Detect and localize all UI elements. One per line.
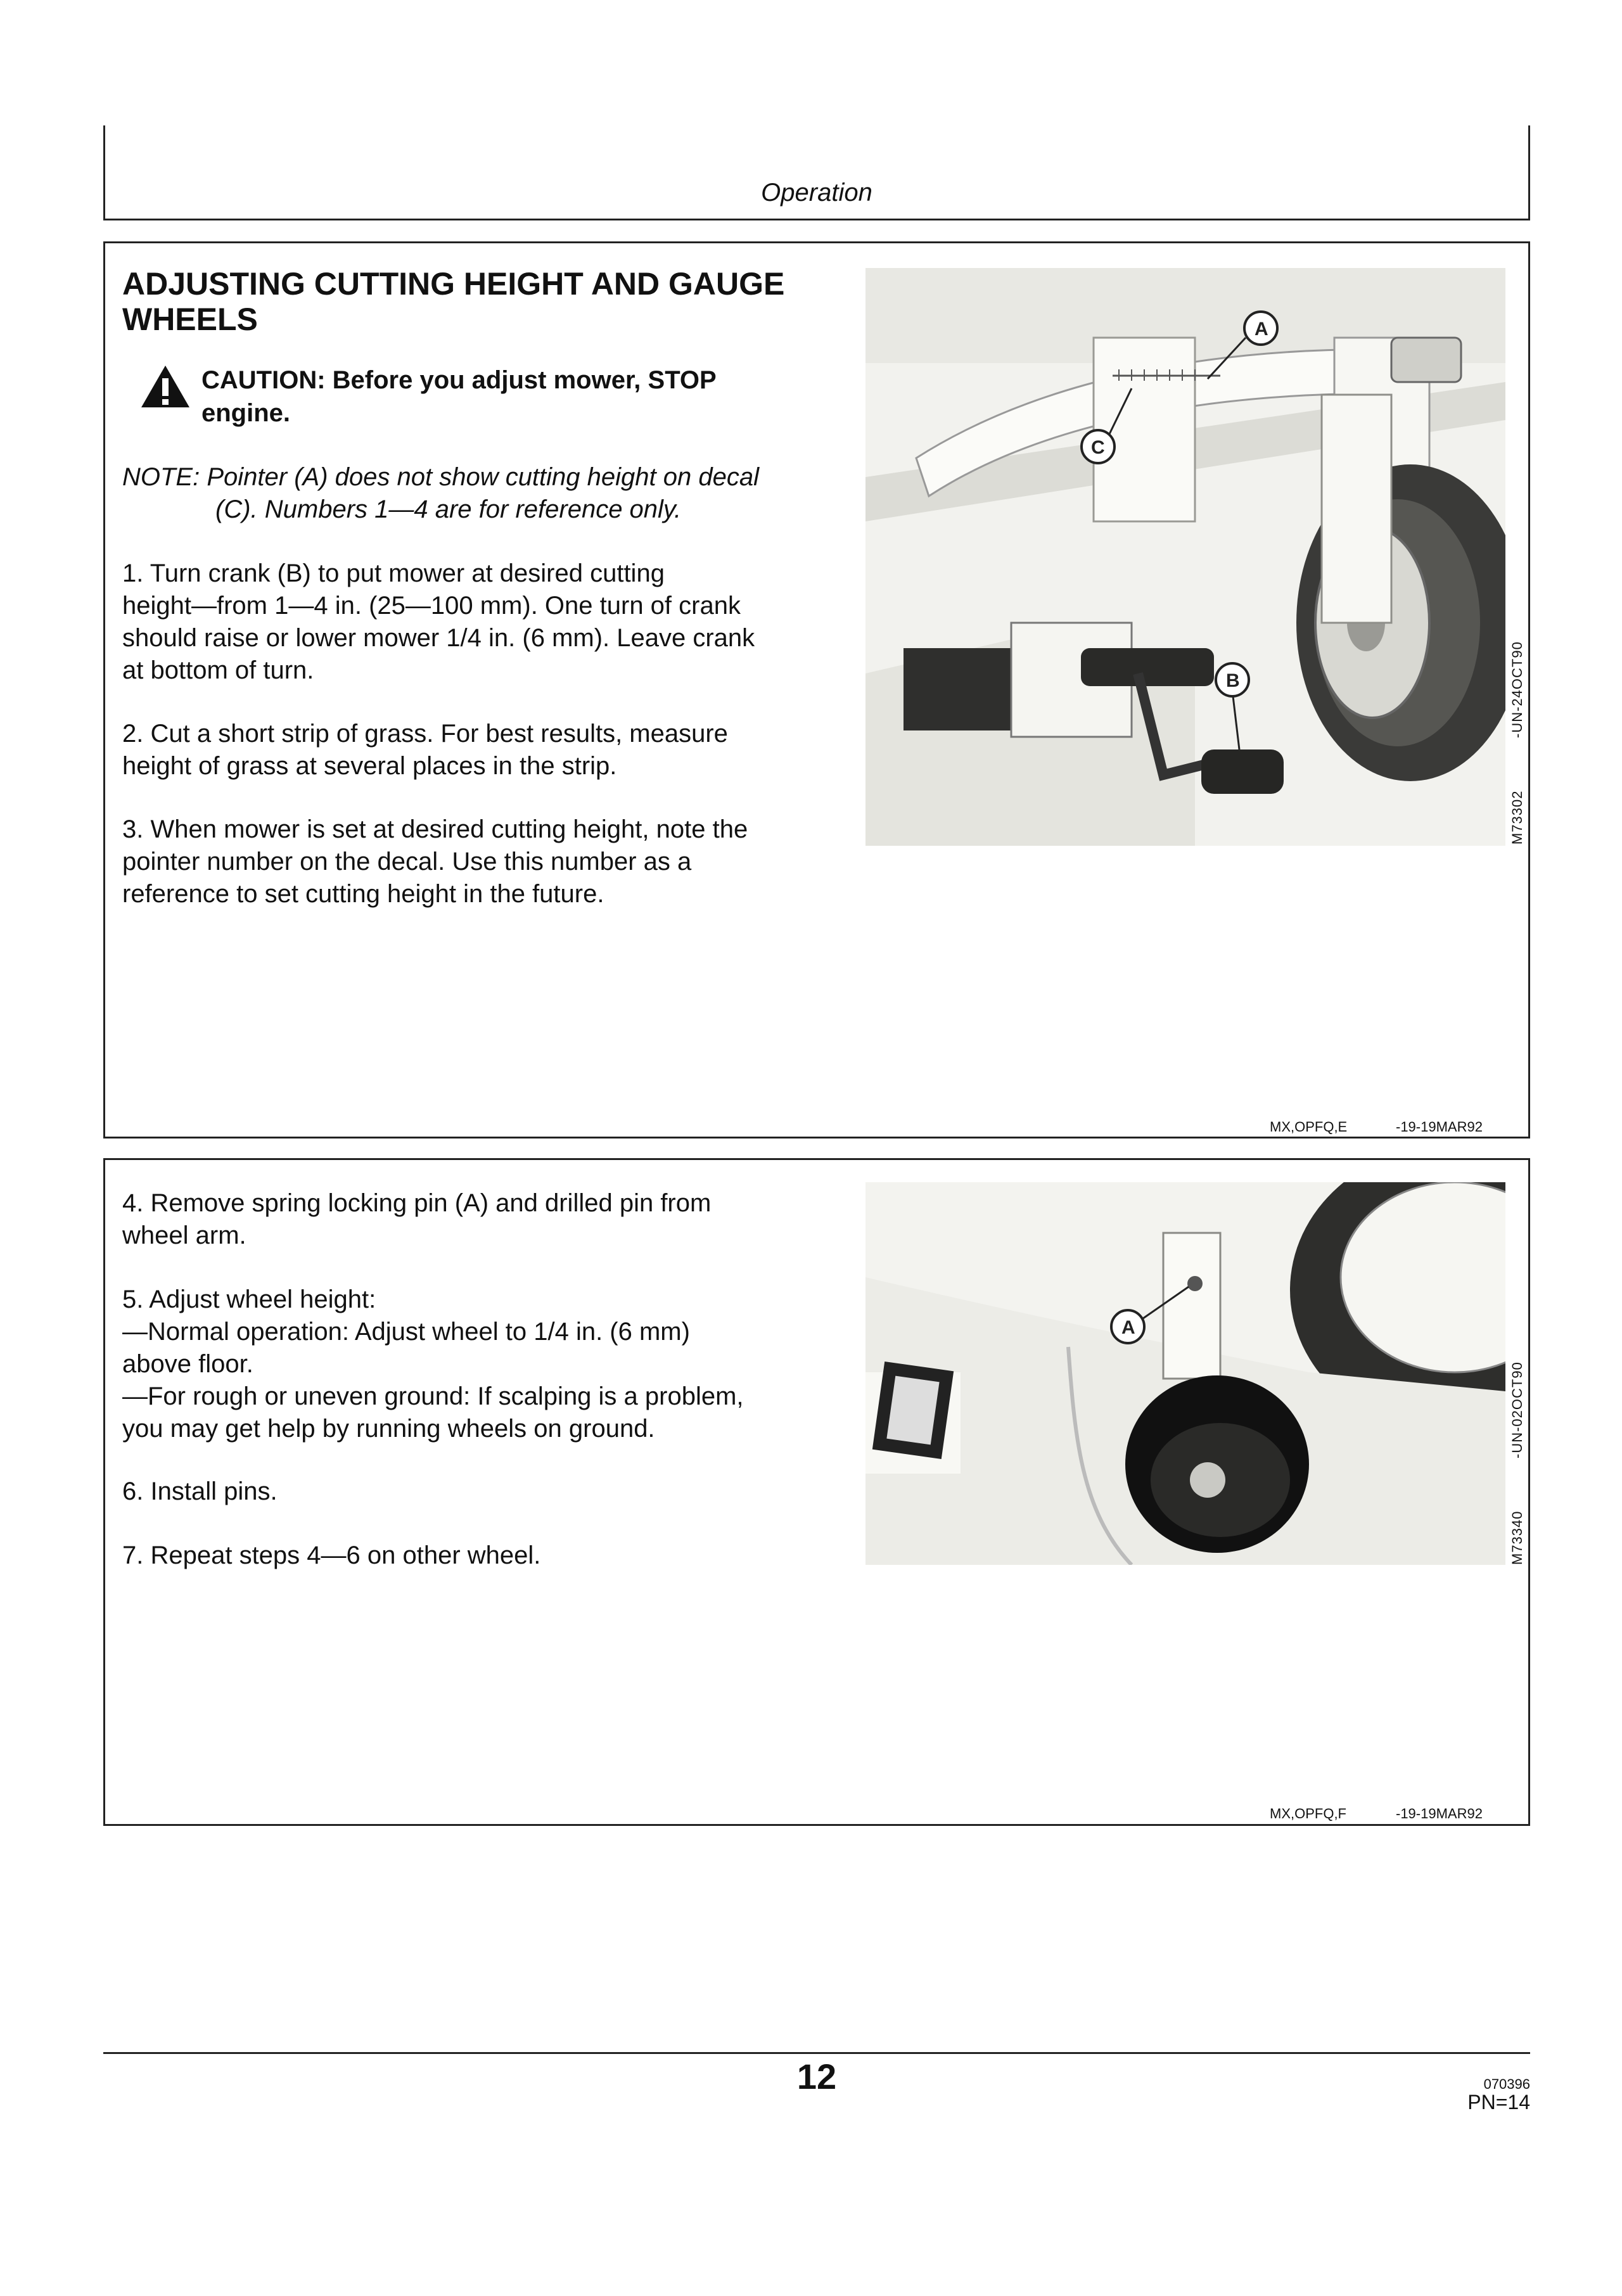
step-2-text: 2. Cut a short strip of grass. For best results, measure height of grass at several places in the strip. bbox=[122, 720, 728, 780]
note-line-1: NOTE: Pointer (A) does not show cutting height on decal bbox=[122, 463, 759, 491]
step-1-text: 1. Turn crank (B) to put mower at desired cutting height—from 1—4 in. (25—100 mm). One turn of crank should raise or lower mower 1/4 in. (6 mm). Leave crank at bottom of turn. bbox=[122, 559, 755, 684]
section-2-footer-date: -19-19MAR92 bbox=[1396, 1806, 1483, 1821]
page-number: 12 bbox=[796, 2057, 837, 2096]
step-4-text: 4. Remove spring locking pin (A) and drilled pin from wheel arm. bbox=[122, 1189, 712, 1249]
step-3-text: 3. When mower is set at desired cutting height, note the pointer number on the decal. Use this number as a reference to set cutting height in the future. bbox=[122, 815, 748, 908]
callout-b-label: B bbox=[1226, 670, 1240, 691]
section-2-footer-code: MX,OPFQ,F bbox=[1270, 1806, 1346, 1821]
note-line-2: (C). Numbers 1—4 are for reference only. bbox=[215, 495, 682, 523]
photo-1-code-right: -UN-24OCT90 bbox=[1509, 641, 1525, 738]
gauge-wheel-photo bbox=[865, 1182, 1505, 1565]
step-6-text: 6. Install pins. bbox=[122, 1477, 278, 1505]
photo-1-code-left: M73302 bbox=[1509, 790, 1525, 845]
step-5-text: 5. Adjust wheel height: —Normal operation: Adjust wheel to 1/4 in. (6 mm) above floor. —For rough or uneven ground: If scalping is a problem, you may get help by running wheels on ground. bbox=[122, 1285, 744, 1443]
step-7-text: 7. Repeat steps 4—6 on other wheel. bbox=[122, 1541, 541, 1569]
pn-number: PN=14 bbox=[1467, 2091, 1530, 2114]
section-1-footer-date: -19-19MAR92 bbox=[1396, 1119, 1483, 1135]
page-header-title: Operation bbox=[761, 179, 872, 207]
photo-2-code-right: -UN-02OCT90 bbox=[1509, 1362, 1525, 1458]
section-heading: ADJUSTING CUTTING HEIGHT AND GAUGE WHEELS bbox=[122, 266, 785, 337]
callout-a-label: A bbox=[1255, 319, 1268, 340]
footer-divider bbox=[103, 2052, 1530, 2054]
mower-deck-crank-photo bbox=[865, 268, 1505, 846]
photo-2-code-left: M73340 bbox=[1509, 1510, 1525, 1565]
caution-text: CAUTION: Before you adjust mower, STOP engine. bbox=[201, 366, 716, 427]
document-code: 070396 bbox=[1483, 2076, 1530, 2092]
callout-c-label: C bbox=[1091, 437, 1105, 458]
callout-a2-label: A bbox=[1121, 1317, 1135, 1338]
warning-icon bbox=[140, 364, 191, 409]
section-1-footer-code: MX,OPFQ,E bbox=[1270, 1119, 1348, 1135]
